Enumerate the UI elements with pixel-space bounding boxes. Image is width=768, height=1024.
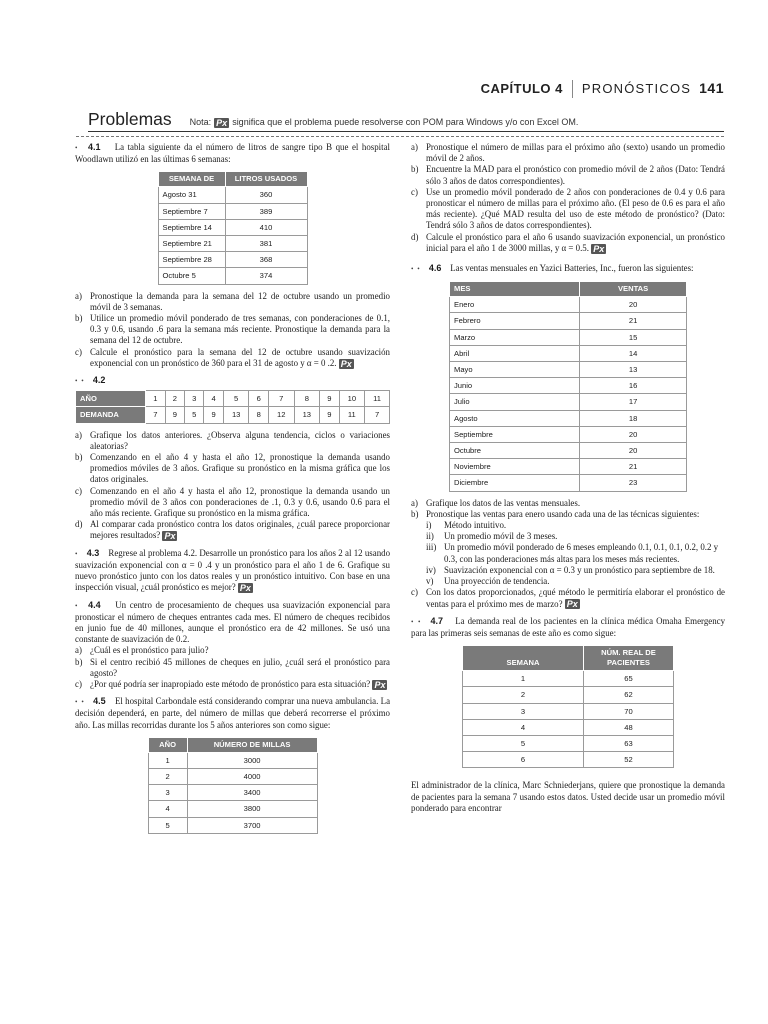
px-software-icon: Px [340,358,352,369]
difficulty-dots: • [75,144,79,152]
table-row [148,752,317,768]
table-cell: 9 [320,391,339,407]
difficulty-dots: • • [411,617,422,626]
header-divider [572,80,573,98]
problem-number: 4.2 [92,375,106,386]
problem-4-6 [411,263,725,610]
table-cell: 17 [580,394,687,410]
table-cell: 3 [185,391,204,407]
table-cell: 7 [268,391,294,407]
table-cell: 20 [580,426,687,442]
sales-table [449,281,687,491]
list-item: c) Comenzando en el año 4 y hasta el año 12, pronostique la demanda usando un promedio móvil de 3 años con ponderaciones de .1, 0.3 y 0.6, usando 0.6 para el año más reciente. Grafique su pronóstico en la misma gráfica. [75,485,390,519]
table-row [450,426,687,442]
table-cell: Octubre 5 [158,268,225,284]
problem-heading [75,375,390,387]
list-item: b) Si el centro recibió 45 millones de cheques en julio, ¿cuál será el pronóstico para agosto? [75,656,390,678]
sub-item-list [426,520,725,587]
item-list [411,142,725,254]
list-item: d) Calcule el pronóstico para el año 6 usando suavización exponencial, un pronóstico inicial para el año 1 de 3000 millas, y α = 0.5. Px [411,231,725,254]
item-list [75,645,390,690]
table-cell: 8 [249,407,268,423]
table-cell: 3400 [187,785,317,801]
table-cell: 18 [580,410,687,426]
patients-table [462,645,674,768]
table-row [463,735,674,751]
table-row [450,297,687,313]
table-cell: 2 [165,391,184,407]
problem-4-1 [75,142,390,369]
problem-intro [411,263,725,275]
table-cell: 70 [584,703,674,719]
table-cell: Julio [450,394,580,410]
table-row [158,268,307,284]
table-cell: 3800 [187,801,317,817]
problem-number: 4.3 [86,547,100,558]
item-list [75,430,390,542]
table-cell: 4 [204,391,223,407]
table-row [450,313,687,329]
list-item: c) ¿Por qué podría ser inapropiado este método de pronóstico para esta situación? Px [75,678,386,690]
table-header: AÑO [76,391,146,407]
table-cell: 21 [580,313,687,329]
table-cell: 4 [463,719,584,735]
table-cell: 9 [204,407,223,423]
table-row [148,817,317,833]
list-item: c) Con los datos proporcionados, ¿qué método le permitiría elaborar el pronóstico de ventas para el próximo mes de marzo? Px [411,587,725,610]
table-row [450,362,687,378]
item-list [411,498,725,520]
table-header: AÑO [148,737,187,752]
problem-intro [75,696,390,731]
table-cell: 1 [146,391,165,407]
table-header: SEMANA [463,646,584,671]
problem-text: El hospital Carbondale está considerando comprar una nueva ambulancia. La decisión dependerá, en parte, del número de millas que deberá recorrerse el próximo año. Las millas recorridas durante los 5 años anteriores son como sigue: [75,696,391,730]
table-cell: Septiembre 28 [158,252,225,268]
list-item: a) Grafique los datos de las ventas mensuales. [411,497,581,508]
table-cell: 16 [580,378,687,394]
table-cell: Septiembre 7 [158,203,225,219]
table-row [148,801,317,817]
table-cell: 12 [268,407,294,423]
table-cell: 5 [463,735,584,751]
table-row [450,394,687,410]
table-header: NÚM. REAL DE PACIENTES [584,646,674,671]
table-cell: 6 [249,391,268,407]
table-cell: Diciembre [450,475,580,491]
problem-4-3 [75,548,390,594]
table-row [450,443,687,459]
table-cell: 5 [223,391,249,407]
difficulty-dots: • • [411,265,421,274]
list-item: iv) Suavización exponencial con α = 0.3 y un pronóstico para septiembre de 18. [426,564,715,575]
table-row [450,459,687,475]
table-cell: Junio [450,378,580,394]
table-cell: 374 [225,268,307,284]
table-cell: 3000 [187,752,317,768]
table-row [450,329,687,345]
table-cell: 1 [148,752,187,768]
px-software-icon: Px [566,599,578,610]
table-cell: 65 [584,671,674,687]
table-cell: Noviembre [450,459,580,475]
problem-intro [411,616,725,639]
table-header: NÚMERO DE MILLAS [187,737,317,752]
table-cell: 10 [339,391,365,407]
difficulty-dots: • [75,549,79,558]
px-software-icon: Px [374,679,386,690]
table-cell: 23 [580,475,687,491]
table-cell: Mayo [450,362,580,378]
table-row [158,219,307,235]
table-cell: Agosto [450,410,580,426]
table-cell: 2 [148,768,187,784]
table-cell: Septiembre 21 [158,236,225,252]
chapter-label: CAPÍTULO 4 [480,81,563,97]
list-item: a) ¿Cuál es el pronóstico para julio? [75,645,209,656]
table-cell: 6 [463,752,584,768]
table-cell: Febrero [450,313,580,329]
table-cell: Marzo [450,329,580,345]
list-item: b) Comenzando en el año 4 y hasta el año 12, pronostique la demanda usando promedios móviles de 3 años. Grafique su pronóstico en la misma gráfica que los datos originales. [75,452,390,485]
table-cell: 13 [294,407,320,423]
table-cell: 20 [580,297,687,313]
table-cell: 15 [580,329,687,345]
table-cell: 52 [584,752,674,768]
table-cell: 410 [225,219,307,235]
list-item: a) Pronostique el número de millas para el próximo año (sexto) usando un promedio móvil de 2 años. [411,142,725,164]
table-cell: 9 [165,407,184,423]
table-cell: Agosto 31 [158,187,225,203]
table-row [450,410,687,426]
problem-text: Regrese al problema 4.2. Desarrolle un pronóstico para los años 2 al 12 usando suavización exponencial con α = 0 .4 y un pronóstico para el año 1 de 6. Grafique su nuevo pronóstico junto con los datos reales y un pronóstico intuitivo. Con base en una inspección visual, ¿cuál pronóstico es mejor? [75,547,391,593]
list-item: d) Al comparar cada pronóstico contra los datos originales, ¿cuál parece proporcionar mejores resultados? Px [75,519,390,542]
problem-number: 4.5 [93,696,106,707]
right-column [411,142,725,814]
table-cell: 5 [185,407,204,423]
problem-4-5 [75,696,390,834]
table-cell: 7 [365,407,390,423]
table-cell: 11 [339,407,365,423]
table-row [148,768,317,784]
table-row [463,752,674,768]
table-cell: 1 [463,671,584,687]
problem-number: 4.4 [88,599,101,610]
table-cell: Octubre [450,443,580,459]
problem-text: Las ventas mensuales en Yazici Batteries, Inc., fueron las siguientes: [450,263,694,274]
problem-closing-text: El administrador de la clínica, Marc Schniederjans, quiere que pronostique la demanda de pacientes para la semana 7 usando estos datos. Usted decide usar un promedio móvil ponderado para encontrar [411,780,725,813]
list-item: b) Encuentre la MAD para el pronóstico con promedio móvil de 2 años (Dato: Tendrá sólo 3 años de datos correspondientes). [411,164,725,186]
list-item: c) Use un promedio móvil ponderado de 2 años con ponderaciones de 0.4 y 0.6 para pronosticar el número de millas para el próximo año. (El peso de 0.6 es para el año más reciente). ¿Qué MAD resulta del uso de este método de pronóstico? (Dato: Tendrá sólo 3 años de datos correspondientes). [411,186,725,231]
table-cell: 7 [146,407,165,423]
list-item: i) Método intuitivo. [426,520,507,531]
table-cell: 48 [584,719,674,735]
table-row [158,187,307,203]
table-row [76,407,390,423]
problem-text: Un centro de procesamiento de cheques usa suavización exponencial para pronosticar el número de cheques entrantes cada mes. El número de cheques recibidos en junio fue de 40 millones, aunque el pronóstico era de 42 millones. Se usó una constante de suavización de 0.2. [75,599,391,645]
blood-usage-table [158,171,308,284]
problem-number: 4.7 [430,615,444,626]
problem-text: La tabla siguiente da el número de litros de sangre tipo B que el hospital Woodlawn utilizó en las últimas 6 semanas: [75,142,391,165]
table-cell: 9 [320,407,339,423]
table-cell: 63 [584,735,674,751]
table-cell: 11 [365,391,390,407]
px-software-icon: Px [164,531,176,542]
table-cell: 2 [463,687,584,703]
px-software-icon: Px [239,583,251,594]
table-cell: Septiembre 14 [158,219,225,235]
problem-4-2 [75,375,390,542]
table-header: DEMANDA [76,407,146,423]
table-cell: 3 [148,785,187,801]
section-title: Problemas [88,109,172,129]
problem-text: La demanda real de los pacientes en la clínica médica Omaha Emergency para las primeras seis semanas de este año es como sigue: [411,615,726,638]
table-cell: 381 [225,236,307,252]
list-item: v) Una proyección de tendencia. [426,576,550,587]
difficulty-dots: • • [75,377,85,386]
list-item: a) Pronostique la demanda para la semana del 12 de octubre usando un promedio móvil de 3 semanas. [75,290,390,312]
table-cell: 62 [584,687,674,703]
table-cell: 20 [580,443,687,459]
table-row [463,687,674,703]
table-row [158,252,307,268]
table-cell: 4 [148,801,187,817]
table-row [148,785,317,801]
difficulty-dots: • • [75,698,85,707]
table-cell: 3700 [187,817,317,833]
table-row [463,703,674,719]
table-cell: 360 [225,187,307,203]
table-cell: 21 [580,459,687,475]
table-cell: Enero [450,297,580,313]
problem-intro [75,600,390,646]
table-cell: Abril [450,345,580,361]
list-item: b) Utilice un promedio móvil ponderado de tres semanas, con ponderaciones de 0.1, 0.3 y 0.6, usando .6 para la semana más reciente. Pronostique la demanda para la semana del 12 de octubre. [75,313,390,346]
table-cell: 8 [294,391,320,407]
left-column [75,142,390,840]
list-item: ii) Un promedio móvil de 3 meses. [426,531,558,542]
demand-table [75,390,390,423]
running-head [481,80,724,98]
problem-4-7 [411,616,725,814]
table-row [76,391,390,407]
section-note [190,117,579,128]
difficulty-dots: • [75,601,79,610]
note-prefix: Nota: [189,117,212,127]
table-cell: 5 [148,817,187,833]
table-cell: 389 [225,203,307,219]
table-row [450,378,687,394]
table-row [450,345,687,361]
table-cell: Septiembre [450,426,580,442]
table-header: SEMANA DE [158,172,225,187]
section-header [88,110,724,132]
table-row [463,719,674,735]
table-row [463,671,674,687]
table-header: LITROS USADOS [225,172,307,187]
table-cell: 368 [225,252,307,268]
list-item: b) Pronostique las ventas para enero usando cada una de las técnicas siguientes: [411,508,700,519]
table-cell: 13 [580,362,687,378]
item-list [411,587,725,609]
miles-table [148,737,318,834]
table-row [158,203,307,219]
problem-number: 4.1 [88,142,101,152]
table-cell: 3 [463,703,584,719]
problem-intro [75,142,390,165]
table-row [450,475,687,491]
px-software-icon: Px [593,243,605,254]
table-cell: 13 [223,407,249,423]
list-item: iii) Un promedio móvil ponderado de 6 meses empleando 0.1, 0.1, 0.1, 0.2, 0.2 y 0.3, con las ponderaciones más altas para los meses más recientes. [426,542,719,564]
table-cell: 4000 [187,768,317,784]
table-header: VENTAS [580,282,687,297]
table-header: MES [450,282,580,297]
table-row [158,236,307,252]
table-cell: 14 [580,345,687,361]
problem-4-4 [75,600,390,691]
list-item: c) Calcule el pronóstico para la semana del 12 de octubre usando suavización exponencial con un pronóstico de 360 para el 31 de agosto y α = 0 .2. Px [75,346,390,369]
item-list [75,291,390,369]
section-label: PRONÓSTICOS [581,81,692,97]
px-software-icon: Px [216,117,228,128]
dashed-divider [76,136,724,137]
note-text: significa que el problema puede resolverse con POM para Windows y/o con Excel OM. [232,117,579,127]
list-item: a) Grafique los datos anteriores. ¿Observa alguna tendencia, ciclos o variaciones aleatorias? [75,429,390,451]
problem-number: 4.6 [428,263,442,274]
page-number: 141 [699,80,724,97]
